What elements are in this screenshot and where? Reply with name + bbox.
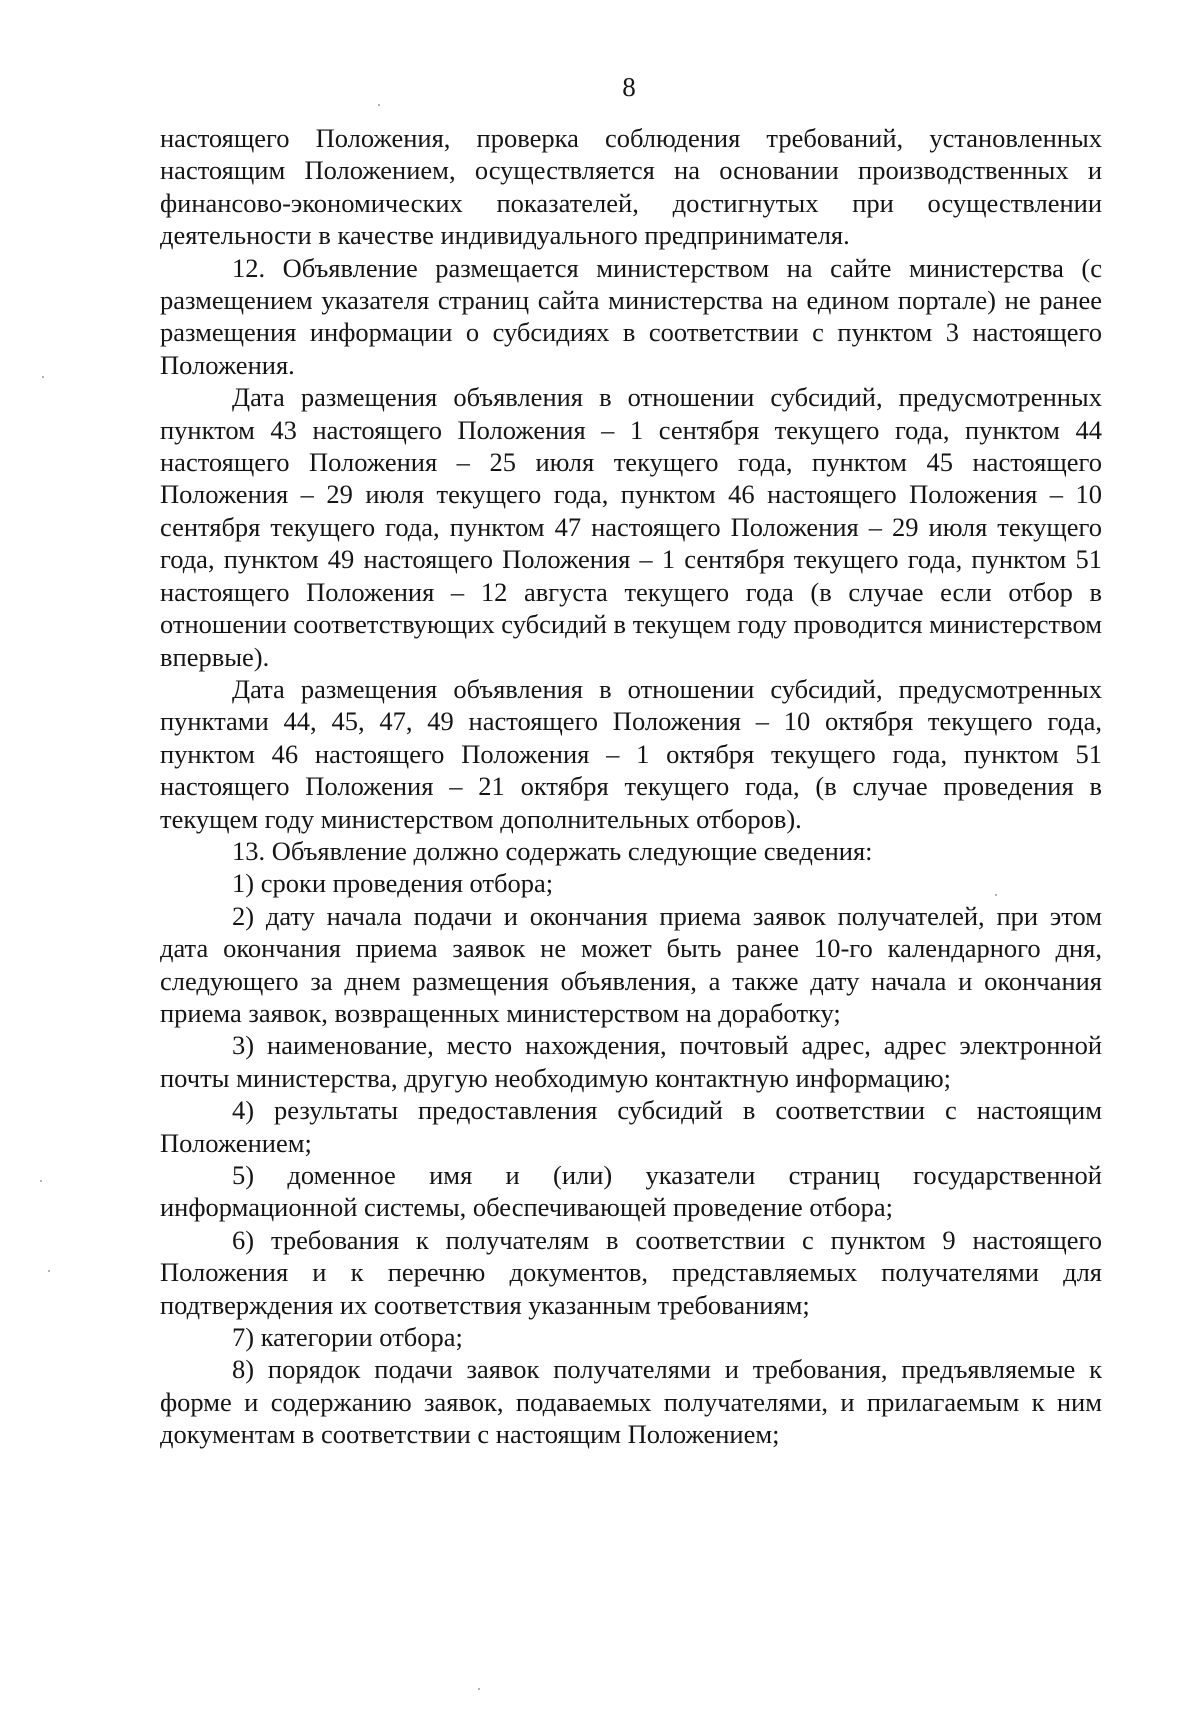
paragraph-announcement-dates: Дата размещения объявления в отношении субсидий, предусмотренных пунктом 43 настоящего Положения – 1 сентября текущего года, пунктом 44 настоящего Положения – 25 июля текущего года, пунктом 45 настоящего Положения – 29 июля текущего года, пунктом 46 настоящего Положения – 10 сентября текущего года, пунктом 47 настоящего Положения – 29 июля текущего года, пунктом 49 настоящего Положения – 1 сентября текущего года, пунктом 51 настоящего Положения – 12 августа текущего года (в случае если отбор в отношении соответствующих субсидий в текущем году проводится министерством впервые). — [160, 382, 1102, 672]
scan-speck — [40, 1180, 42, 1182]
paragraph-item-13: 13. Объявление должно содержать следующие сведения: — [232, 835, 873, 866]
list-item-8: 8) порядок подачи заявок получателями и требования, предъявляемые к форме и содержанию заявок, подаваемых получателями, и прилагаемым к ним документам в соответствии с настоящим Положением; — [160, 1354, 1102, 1450]
page-number: 8 — [622, 72, 636, 102]
list-item-7: 7) категории отбора; — [232, 1322, 463, 1353]
document-body — [160, 122, 1102, 1451]
scan-speck — [478, 1688, 480, 1690]
paragraph-item-12: 12. Объявление размещается министерством на сайте министерства (с размещением указателя страниц сайта министерства на едином портале) не ранее размещения информации о субсидиях в соответствии с пунктом 3 настоящего Положения. — [160, 252, 1102, 380]
paragraph-additional-selection-dates: Дата размещения объявления в отношении субсидий, предусмотренных пунктами 44, 45, 47, 49 настоящего Положения – 10 октября текущего года, пунктом 46 настоящего Положения – 1 октября текущего года, пунктом 51 настоящего Положения – 21 октября текущего года, (в случае проведения в текущем году министерством дополнительных отборов). — [160, 673, 1102, 834]
list-item-6: 6) требования к получателям в соответствии с пунктом 9 настоящего Положения и к перечню документов, представляемых получателями для подтверждения их соответствия указанным требованиям; — [160, 1224, 1102, 1320]
paragraph-continuation: настоящего Положения, проверка соблюдения требований, установленных настоящим Положением, осуществляется на основании производственных и финансово-экономических показателей, достигнутых при осуществлении деятельности в качестве индивидуального предпринимателя. — [160, 123, 1102, 251]
scan-speck — [995, 894, 997, 896]
list-item-2: 2) дату начала подачи и окончания приема заявок получателей, при этом дата окончания приема заявок не может быть ранее 10-го календарного дня, следующего за днем размещения объявления, а также дату начала и окончания приема заявок, возвращенных министерством на доработку; — [160, 900, 1102, 1028]
scan-speck — [48, 1270, 50, 1272]
scan-speck — [42, 376, 44, 378]
list-item-5: 5) доменное имя и (или) указатели страниц государственной информационной системы, обеспечивающей проведение отбора; — [160, 1160, 1102, 1223]
list-item-1: 1) сроки проведения отбора; — [232, 868, 554, 899]
list-item-4: 4) результаты предоставления субсидий в соответствии с настоящим Положением; — [160, 1095, 1102, 1158]
scan-speck — [378, 104, 380, 106]
list-item-3: 3) наименование, место нахождения, почтовый адрес, адрес электронной почты министерства, другую необходимую контактную информацию; — [160, 1030, 1102, 1093]
